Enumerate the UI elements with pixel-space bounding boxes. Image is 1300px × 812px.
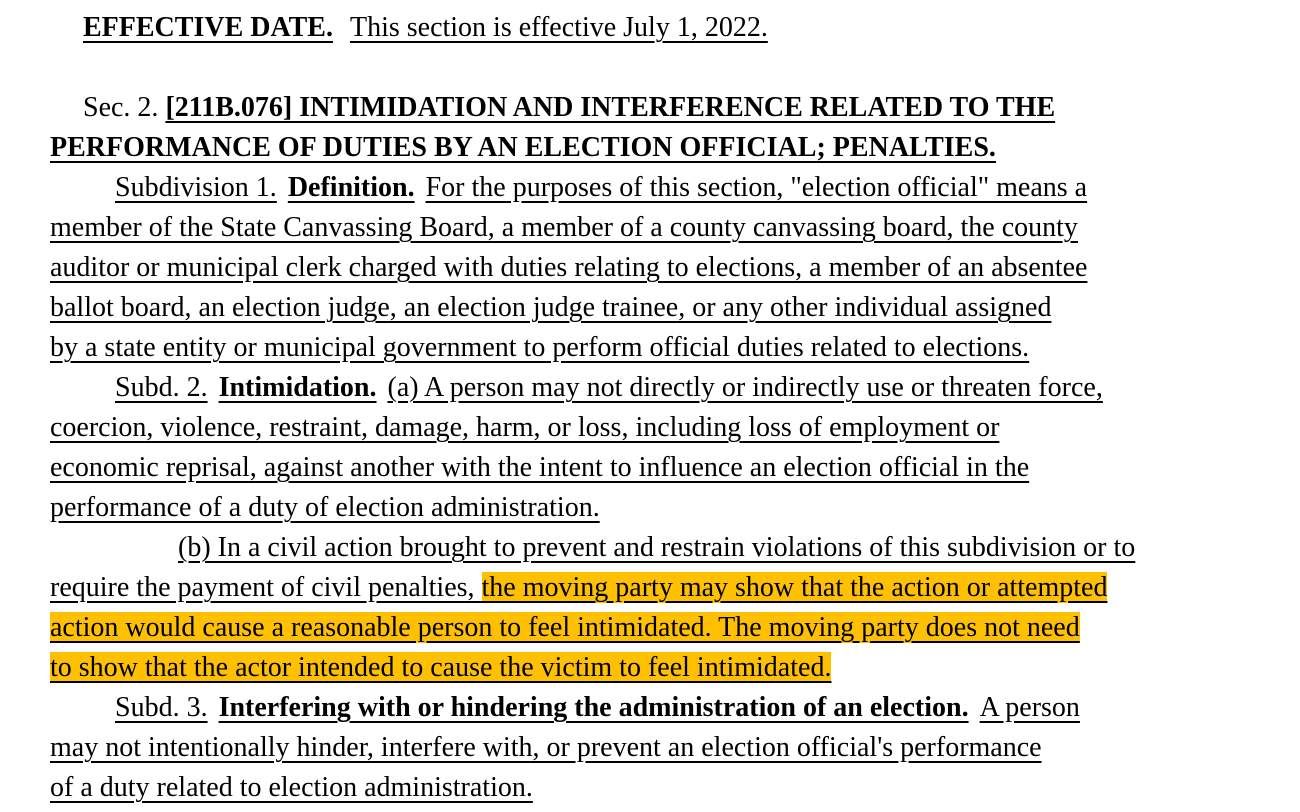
subd1-text-5: by a state entity or municipal government to perform official duties related to elections. (50, 332, 1030, 363)
section-heading-part-2: PERFORMANCE OF DUTIES BY AN ELECTION OFFICIAL; PENALTIES. (50, 132, 996, 163)
highlighted-text-1: the moving party may show that the action or attempted (481, 572, 1108, 603)
subd2-line-3 (50, 448, 1029, 488)
subd1-line-2 (50, 208, 1078, 248)
subd3-line-1 (115, 688, 1080, 728)
subd2-line-6 (50, 568, 1107, 608)
section-heading-part-1: [211B.076] INTIMIDATION AND INTERFERENCE RELATED TO THE (165, 92, 1056, 123)
effective-date-label: EFFECTIVE DATE. (83, 12, 333, 43)
subd1-line-3 (50, 248, 1087, 288)
subd2-title: Intimidation. (218, 372, 377, 403)
subd2-text-b2-plain: require the payment of civil penalties, (50, 572, 482, 603)
subd2-line-7 (50, 608, 1080, 648)
subd3-text-2: may not intentionally hinder, interfere with, or prevent an election official's performance (50, 732, 1042, 763)
subd2-text-a4: performance of a duty of election administration. (50, 492, 600, 523)
highlighted-text-2: action would cause a reasonable person to feel intimidated. The moving party does not need (50, 612, 1080, 643)
subd2-line-4 (50, 488, 600, 528)
subd3-label: Subd. 3. (115, 692, 208, 723)
subd2-line-2 (50, 408, 999, 448)
subd1-title: Definition. (287, 172, 415, 203)
subd2-text-a2: coercion, violence, restraint, damage, harm, or loss, including loss of employment or (50, 412, 1000, 443)
subd1-line-4 (50, 288, 1051, 328)
section-heading-line-1 (83, 88, 1055, 128)
section-number: Sec. 2. (83, 92, 166, 123)
subd3-title: Interfering with or hindering the administration of an election. (218, 692, 969, 723)
subd2-line-5 (178, 528, 1135, 568)
subd1-line-5 (50, 328, 1029, 368)
highlighted-text-3: to show that the actor intended to cause the victim to feel intimidated. (50, 652, 832, 683)
subd3-text-3: of a duty related to election administration. (50, 772, 533, 803)
subd3-line-3 (50, 768, 533, 808)
subd1-text-3: auditor or municipal clerk charged with duties relating to elections, a member of an absentee (50, 252, 1088, 283)
subd1-text-2: member of the State Canvassing Board, a member of a county canvassing board, the county (50, 212, 1078, 243)
section-heading-line-2 (50, 128, 996, 168)
subd2-text-b1: (b) In a civil action brought to prevent and restrain violations of this subdivision or to (178, 532, 1136, 563)
subd2-line-8 (50, 648, 831, 688)
subd1-text-1: For the purposes of this section, "election official" means a (425, 172, 1088, 203)
effective-date-text: This section is effective July 1, 2022. (349, 12, 768, 43)
subd3-text-1: A person (979, 692, 1080, 723)
subd2-label: Subd. 2. (115, 372, 208, 403)
subd1-line-1 (115, 168, 1087, 208)
subd2-line-1 (115, 368, 1103, 408)
effective-date-line (83, 8, 768, 48)
subd2-text-a1: (a) A person may not directly or indirectly use or threaten force, (387, 372, 1103, 403)
subd1-label: Subdivision 1. (115, 172, 277, 203)
subd2-text-a3: economic reprisal, against another with the intent to influence an election official in the (50, 452, 1030, 483)
subd3-line-2 (50, 728, 1042, 768)
subd1-text-4: ballot board, an election judge, an election judge trainee, or any other individual assigned (50, 292, 1052, 323)
